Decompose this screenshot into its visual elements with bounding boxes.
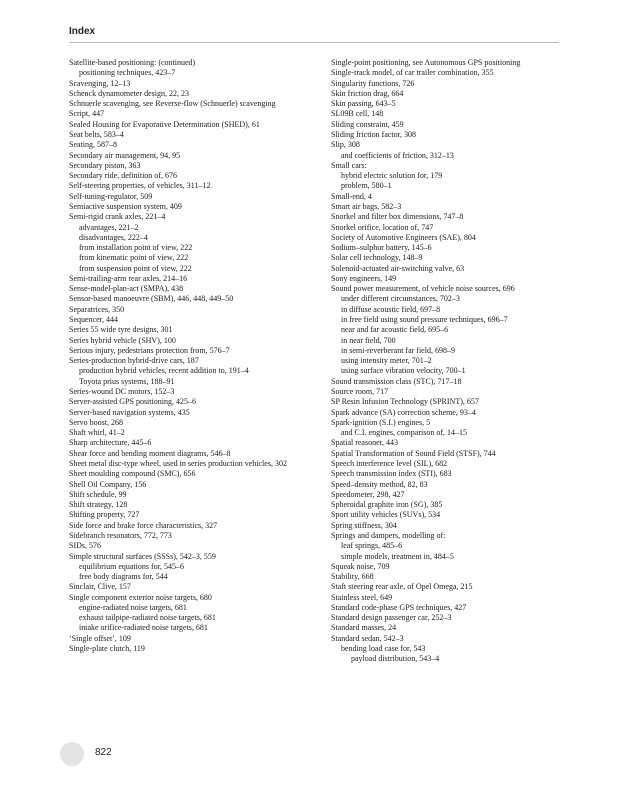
- index-entry: advantages, 221–2: [79, 222, 139, 232]
- index-entry: Spring stiffness, 304: [331, 520, 397, 530]
- index-entry: in semi-reverberant far field, 698–9: [341, 345, 455, 355]
- index-entry: Shear force and bending moment diagrams, 546–8: [69, 448, 231, 458]
- index-entry: Semi-trailing-arm rear axles, 214–16: [69, 273, 188, 283]
- index-entry: near and far acoustic field, 695–6: [341, 325, 449, 335]
- index-entry: Spark advance (SA) correction scheme, 93–4: [331, 407, 476, 417]
- index-entry: Sequencer, 444: [69, 315, 118, 325]
- index-entry: SIDs, 576: [69, 541, 102, 551]
- index-entry: Spatial reasoner, 443: [331, 438, 398, 448]
- index-entry: Sheet metal disc-type wheel, used in series production vehicles, 302: [69, 458, 287, 468]
- index-entry: Standard design passenger car, 252–3: [331, 613, 452, 623]
- index-column-left: [69, 58, 319, 654]
- index-entry: Stability, 668: [331, 572, 374, 582]
- index-entry: Sony engineers, 149: [331, 273, 397, 283]
- index-entry: from installation point of view, 222: [79, 243, 193, 253]
- index-entry: Snorkel orifice, location of, 747: [331, 222, 434, 232]
- page-footer: [60, 742, 140, 766]
- index-entry: Self-steering properties, of vehicles, 311–12: [69, 181, 211, 191]
- index-entry: from suspension point of view, 222: [79, 263, 192, 273]
- index-entry: Sound power measurement, of vehicle noise sources, 696: [331, 284, 515, 294]
- index-entry: Series 55 wide tyre designs, 301: [69, 325, 173, 335]
- index-entry: Serious injury, pedestrians protection from, 576–7: [69, 345, 230, 355]
- index-entry: leaf springs, 485–6: [341, 541, 403, 551]
- index-entry: Secondary ride, definition of, 676: [69, 171, 177, 181]
- index-entry: and coefficients of friction, 312–13: [341, 150, 454, 160]
- index-entry: Satellite-based positioning: (continued): [69, 58, 196, 67]
- index-entry: Series-production hybrid-drive cars, 187: [69, 356, 199, 366]
- index-entry: Shift strategy, 128: [69, 500, 128, 510]
- index-entry: Single-track model, of car trailer combination, 355: [331, 68, 494, 78]
- index-entry: Speech transmission index (STI), 683: [331, 469, 452, 479]
- header-rule: [69, 42, 559, 43]
- index-entry: Sharp architecture, 445–6: [69, 438, 152, 448]
- index-entry: payload distribution, 543–4: [351, 654, 440, 664]
- index-entry: Spark-ignition (S.I.) engines, 5: [331, 417, 431, 427]
- index-entry: Standard sedan, 542–3: [331, 633, 404, 643]
- index-entry: free body diagrams for, 544: [79, 572, 168, 582]
- index-entry: Shifting property, 727: [69, 510, 140, 520]
- index-entry: SP Resin Infusion Technology (SPRINT), 657: [331, 397, 479, 407]
- index-entry: Standard masses, 24: [331, 623, 397, 633]
- index-entry: in free field using sound pressure techniques, 696–7: [341, 315, 508, 325]
- index-entry: Series-wound DC motors, 152–3: [69, 387, 175, 396]
- index-entry: Sensor-based manoeuvre (SBM), 446, 448, 449–50: [69, 294, 234, 304]
- index-entry: Shaft whirl, 41–2: [69, 428, 125, 438]
- index-entry: engine-radiated noise targets, 681: [79, 602, 187, 612]
- index-entry: positioning techniques, 423–7: [79, 68, 176, 78]
- index-entry: Separatrices, 350: [69, 304, 125, 314]
- index-entry: using surface vibration velocity, 700–1: [341, 366, 466, 376]
- index-entry: Side force and brake force characteristics, 327: [69, 520, 218, 530]
- index-entry: Standard code-phase GPS techniques, 427: [331, 602, 467, 612]
- index-entry: Self-tuning-regulator, 509: [69, 191, 153, 201]
- index-entry: Shift schedule, 99: [69, 489, 127, 499]
- index-entry: Solenoid-actuated air-switching valve, 63: [331, 263, 465, 273]
- page-number: 822: [95, 747, 112, 758]
- index-entry: Sense-model-plan-act (SMPA), 438: [69, 284, 184, 294]
- index-entry: Skin friction drag, 664: [331, 88, 404, 98]
- index-entry: intake orifice-radiated noise targets, 681: [79, 623, 208, 633]
- index-entry: Secondary piston, 363: [69, 160, 141, 170]
- index-entry: Snorkel and filter box dimensions, 747–8: [331, 212, 464, 222]
- index-entry: Society of Automotive Engineers (SAE), 804: [331, 232, 476, 242]
- index-entry: Sinclair, Clive, 157: [69, 582, 131, 592]
- index-entry: Stainless steel, 649: [331, 592, 393, 602]
- index-entry: Staft steering rear axle, of Opel Omega, 215: [331, 582, 473, 592]
- index-entry: under different circumstances, 702–3: [341, 294, 460, 304]
- index-entry: Series hybrid vehicle (SHV), 100: [69, 335, 176, 345]
- index-entry: Singularity functions, 726: [331, 78, 415, 88]
- index-entry: Server-assisted GPS positioning, 425–6: [69, 397, 196, 407]
- index-entry: Script, 447: [69, 109, 105, 119]
- index-entry: production hybrid vehicles, recent addition to, 191–4: [79, 366, 249, 376]
- running-header: Index: [69, 26, 96, 37]
- index-entry: Schenck dynamometer design, 22, 23: [69, 88, 189, 98]
- index-entry: and C.I. engines, comparison of, 14–15: [341, 428, 467, 438]
- index-entry: Semiactive suspension system, 409: [69, 201, 182, 211]
- index-entry: Secondary air management, 94, 95: [69, 150, 181, 160]
- index-entry: equilibrium equations for, 545–6: [79, 561, 184, 571]
- index-entry: Smart air bags, 582–3: [331, 201, 402, 211]
- index-entry: Spheroidal graphite iron (SG), 385: [331, 500, 443, 510]
- index-entry: SL09B cell, 148: [331, 109, 384, 119]
- index-entry: problem, 580–1: [341, 181, 392, 191]
- index-entry: Sliding friction factor, 308: [331, 129, 416, 139]
- index-entry: Solar cell technology, 148–9: [331, 253, 423, 263]
- index-entry: Sport utility vehicles (SUVs), 534: [331, 510, 441, 520]
- index-entry: Sound transmission class (STC), 717–18: [331, 376, 462, 386]
- index-entry: Single component exterior noise targets, 680: [69, 592, 212, 602]
- index-entry: Sealed Housing for Evaporative Determination (SHED), 61: [69, 119, 260, 129]
- index-entry: hybrid electric solution for, 179: [341, 171, 443, 181]
- index-entry: Toyota prius systems, 188–91: [79, 376, 175, 386]
- index-entry: from kinematic point of view, 222: [79, 253, 189, 263]
- index-entry: using intensity meter, 701–2: [341, 356, 432, 366]
- index-entry: exhaust tailpipe-radiated noise targets, 681: [79, 613, 216, 623]
- index-entry: Single-point positioning, see Autonomous GPS positioning: [331, 58, 521, 67]
- index-entry: Servo boost, 268: [69, 417, 123, 427]
- index-entry: in diffuse acoustic field, 697–8: [341, 304, 441, 314]
- index-entry: bending load case for, 543: [341, 644, 426, 654]
- index-entry: Sodium–sulphur battery, 145–6: [331, 243, 432, 253]
- index-entry: Source room, 717: [331, 387, 389, 396]
- index-entry: simple models, treatment in, 484–5: [341, 551, 454, 561]
- index-entry: Semi-rigid crank axles, 221–4: [69, 212, 166, 222]
- index-entry: Skin passing, 643–5: [331, 99, 396, 109]
- index-entry: Seating, 587–8: [69, 140, 117, 150]
- index-entry: Speed–density method, 82, 83: [331, 479, 428, 489]
- index-entry: Simple structural surfaces (SSSs), 542–3, 559: [69, 551, 216, 561]
- index-entry: Single-plate clutch, 119: [69, 644, 145, 654]
- index-entry: Seat belts, 583–4: [69, 129, 124, 139]
- index-entry: Speedometer, 298, 427: [331, 489, 405, 499]
- index-entry: Shell Oil Company, 156: [69, 479, 147, 489]
- index-entry: Spatial Transformation of Sound Field (STSF), 744: [331, 448, 496, 458]
- index-entry: Sidebranch resonators, 772, 773: [69, 530, 172, 540]
- page-number-circle: [60, 742, 84, 766]
- index-entry: Springs and dampers, modelling of:: [331, 530, 446, 540]
- index-entry: Small cars:: [331, 160, 367, 170]
- index-entry: disadvantages, 222–4: [79, 232, 148, 242]
- index-entry: Speech interference level (SIL), 682: [331, 458, 448, 468]
- index-entry: Slip, 308: [331, 140, 360, 150]
- index-entry: Scavenging, 12–13: [69, 78, 131, 88]
- index-entry: Sliding constraint, 459: [331, 119, 404, 129]
- index-entry: Server-based navigation systems, 435: [69, 407, 190, 417]
- index-entry: Squeak noise, 709: [331, 561, 390, 571]
- index-entry: Sheet moulding compound (SMC), 656: [69, 469, 196, 479]
- index-entry: Small-end, 4: [331, 191, 372, 201]
- index-entry: Schnuerle scavenging, see Reverse-flow (Schnuerle) scavenging: [69, 99, 276, 109]
- index-entry: in near field, 700: [341, 335, 396, 345]
- index-column-right: [331, 58, 567, 665]
- index-entry: ‘Single offset’, 109: [69, 633, 131, 643]
